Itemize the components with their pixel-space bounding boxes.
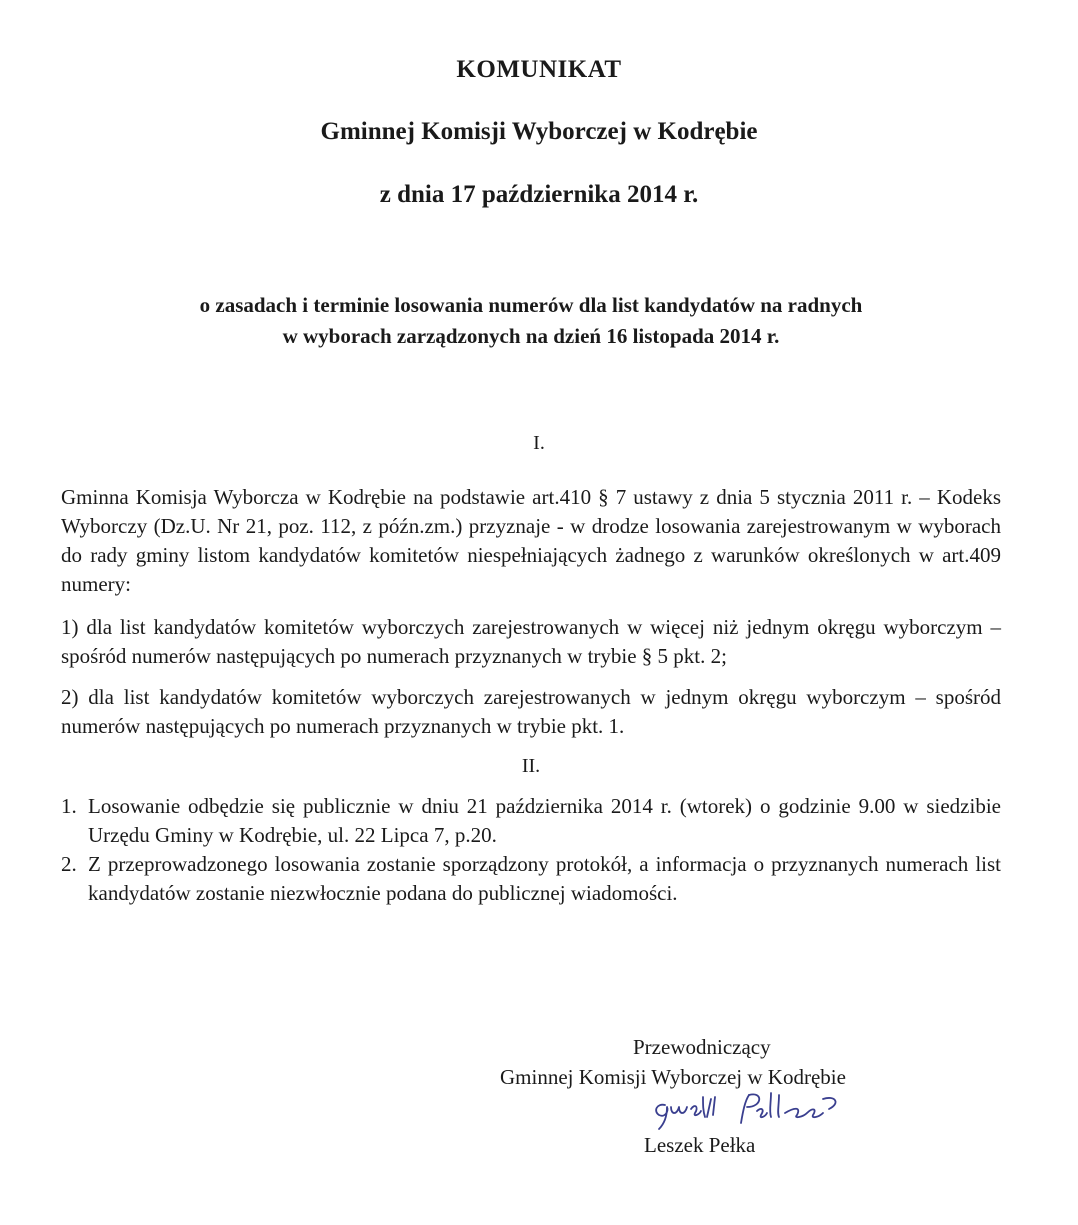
signatory-organization: Gminnej Komisji Wyborczej w Kodrębie: [500, 1065, 846, 1089]
list-item-text: Z przeprowadzonego losowania zostanie sporządzony protokół, a informacja o przyznanych numerach list kandydatów zostanie niezwłocznie podana do publicznej wiadomości.: [88, 852, 1001, 905]
section-1-intro: Gminna Komisja Wyborcza w Kodrębie na podstawie art.410 § 7 ustawy z dnia 5 stycznia 2011 r. – Kodeks Wyborczy (Dz.U. Nr 21, poz. 112, z późn.zm.) przyznaje - w drodze losowania zarejestrowanym w wyborach do rady gminy listom kandydatów komitetów niespełniających żadnego z warunków określonych w art.409 numery:: [61, 485, 1001, 596]
signatory-name: Leszek Pełka: [644, 1133, 756, 1157]
topic-line-2: w wyborach zarządzonych na dzień 16 listopada 2014 r.: [282, 324, 780, 348]
document-title: KOMUNIKAT: [456, 56, 622, 83]
list-item-number: 2.: [61, 852, 77, 876]
list-item-number: 1.: [61, 794, 77, 818]
topic-line-1: o zasadach i terminie losowania numerów dla list kandydatów na radnych: [199, 293, 863, 317]
list-item-text: Losowanie odbędzie się publicznie w dniu 21 października 2014 r. (wtorek) o godzinie 9.00 w siedzibie Urzędu Gminy w Kodrębie, ul. 22 Lipca 7, p.20.: [88, 794, 1001, 847]
date-heading: z dnia 17 października 2014 r.: [379, 181, 699, 208]
section-1-item-1: 1) dla list kandydatów komitetów wyborczych zarejestrowanych w więcej niż jednym okręgu wyborczym – spośród numerów następujących po numerach przyznanych w trybie § 5 pkt. 2;: [61, 615, 1001, 668]
issuer-heading: Gminnej Komisji Wyborczej w Kodrębie: [320, 118, 758, 145]
section-2-list-item: [61, 850, 1001, 908]
section-number-1: I.: [533, 432, 545, 454]
section-2-list-item: [61, 792, 1001, 850]
section-number-2: II.: [521, 755, 541, 777]
list-item-body: [61, 850, 1001, 908]
signatory-role: Przewodniczący: [633, 1035, 771, 1059]
list-item-body: [61, 792, 1001, 850]
section-1-item-2: 2) dla list kandydatów komitetów wyborczych zarejestrowanych w jednym okręgu wyborczym – spośród numerów następujących po numerach przyznanych w trybie pkt. 1.: [61, 685, 1001, 738]
handwritten-signature: [645, 1085, 855, 1133]
